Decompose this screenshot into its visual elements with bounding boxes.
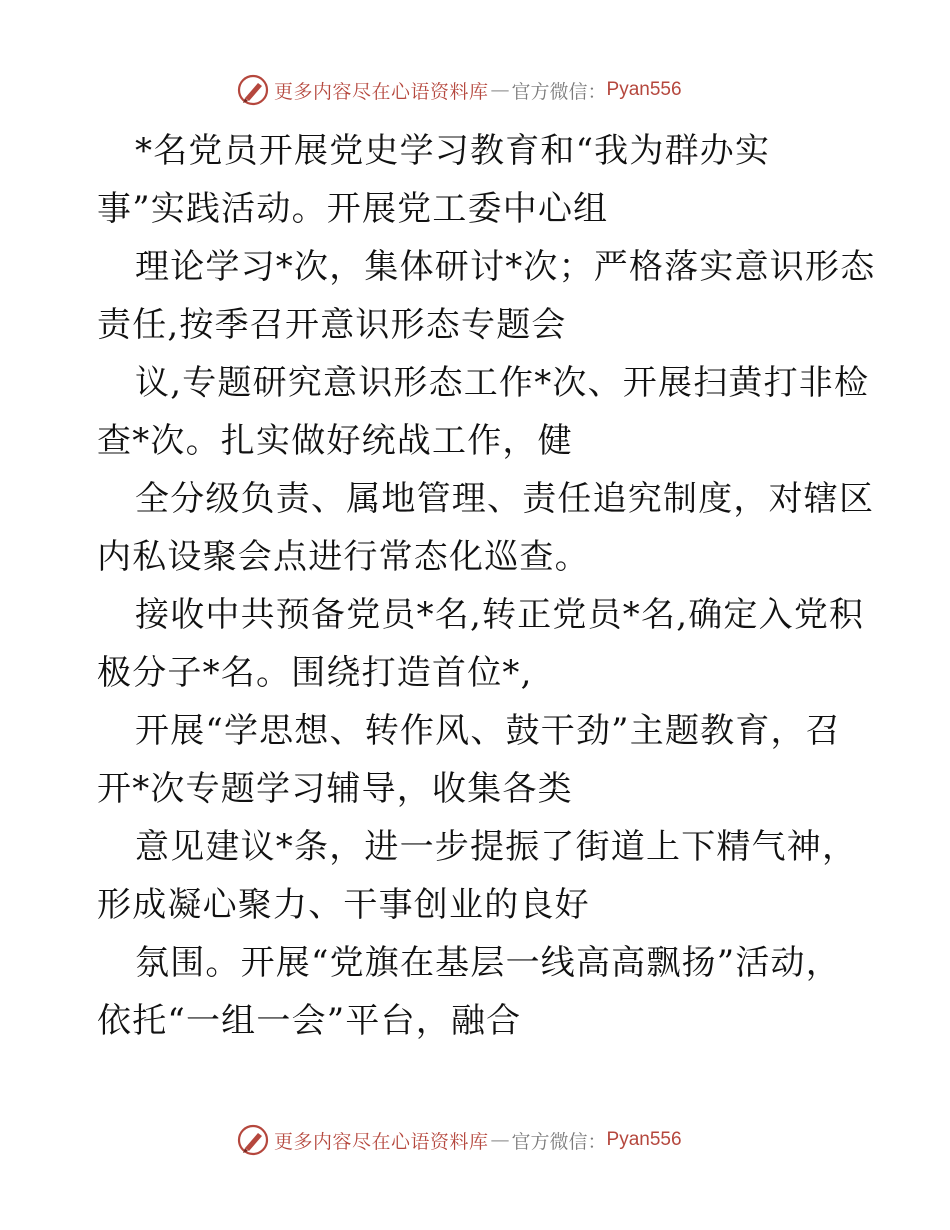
text-line: 氛围。开展“党旗在基层一线高高飘扬”活动， xyxy=(135,943,841,983)
watermark-site-name: 更多内容尽在心语资料库 xyxy=(274,80,489,103)
text-line: 全分级负责、属地管理、责任追究制度，对辖区 xyxy=(135,479,875,519)
text-line: 意见建议*条，进一步提振了街道上下精气神， xyxy=(135,827,858,867)
text-line: 接收中共预备党员*名,转正党员*名,确定入党积 xyxy=(135,595,865,635)
document-body xyxy=(97,122,876,1050)
text-line: 查*次。扎实做好统战工作，健 xyxy=(97,421,573,461)
pen-logo-icon xyxy=(236,1123,270,1157)
text-line: 事”实践活动。开展党工委中心组 xyxy=(97,189,609,229)
watermark-site-name: 更多内容尽在心语资料库 xyxy=(274,1130,489,1153)
text-line: 内私设聚会点进行常态化巡查。 xyxy=(97,537,590,577)
text-line: *名党员开展党史学习教育和“我为群办实 xyxy=(135,131,771,171)
watermark-wechat-label: 官方微信： xyxy=(511,80,607,103)
watermark-separator: — xyxy=(490,1129,510,1151)
text-line: 理论学习*次，集体研讨*次；严格落实意识形态 xyxy=(135,247,876,287)
pen-logo-icon xyxy=(236,73,270,107)
watermark-wechat-label: 官方微信： xyxy=(511,1130,607,1153)
text-line: 依托“一组一会”平台，融合 xyxy=(97,1001,522,1041)
text-line: 极分子*名。围绕打造首位*, xyxy=(97,653,533,693)
watermark-wechat-id: Pyan556 xyxy=(606,1129,682,1150)
watermark-wechat-id: Pyan556 xyxy=(606,79,682,100)
text-line: 形成凝心聚力、干事创业的良好 xyxy=(97,885,590,925)
text-line: 责任,按季召开意识形态专题会 xyxy=(97,305,567,345)
watermark-separator: — xyxy=(490,79,510,101)
text-line: 开*次专题学习辅导，收集各类 xyxy=(97,769,573,809)
footer-watermark xyxy=(236,1122,682,1158)
header-watermark xyxy=(236,72,682,108)
text-line: 议,专题研究意识形态工作*次、开展扫黄打非检 xyxy=(135,363,870,403)
text-line: 开展“学思想、转作风、鼓干劲”主题教育，召 xyxy=(135,711,841,751)
